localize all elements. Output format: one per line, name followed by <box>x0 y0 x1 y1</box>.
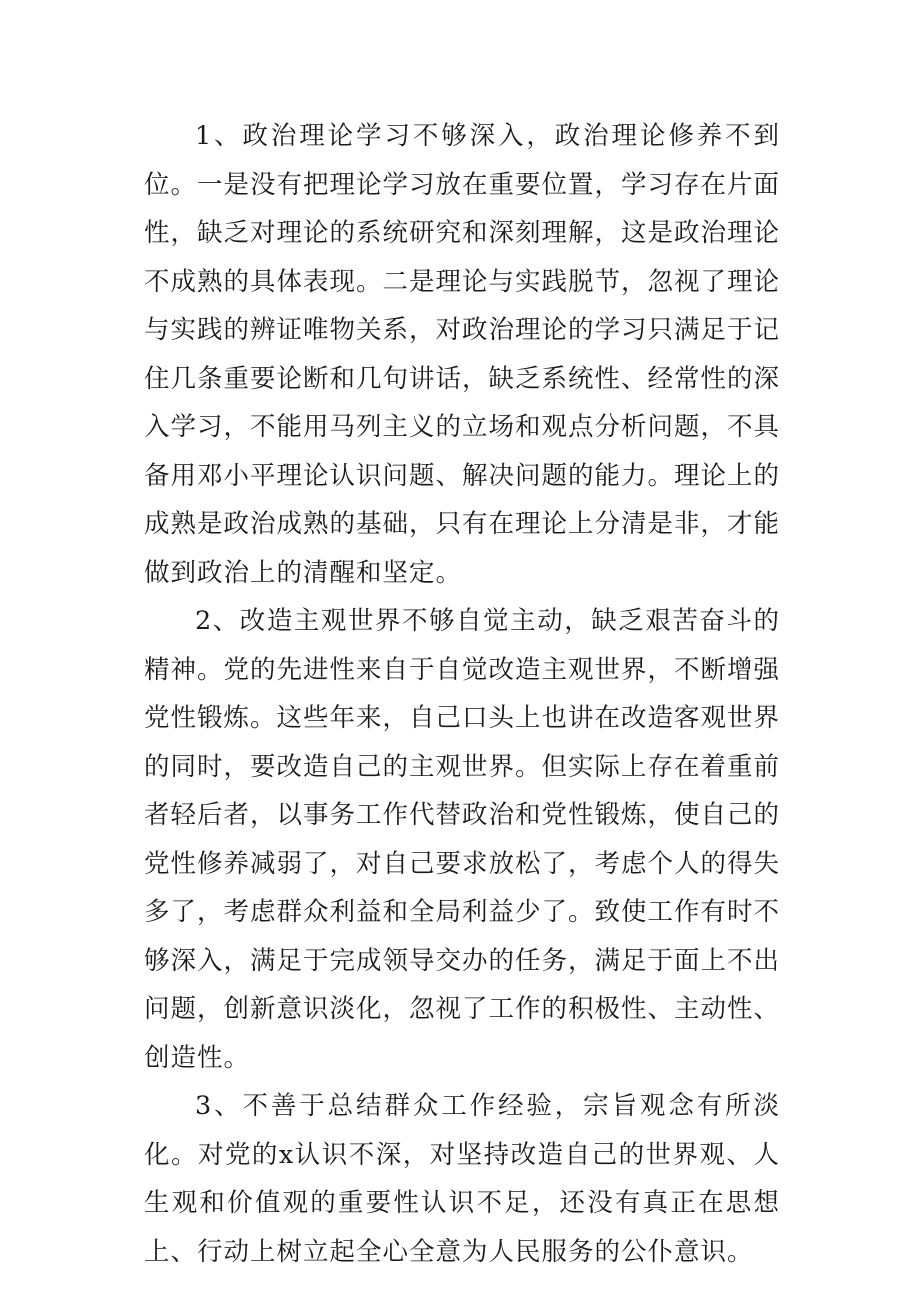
paragraph-1: 1、政治理论学习不够深入，政治理论修养不到位。一是没有把理论学习放在重要位置，学习存在片面性，缺乏对理论的系统研究和深刻理解，这是政治理论不成熟的具体表现。二是理论与实践脱节，忽视了理论与实践的辨证唯物关系，对政治理论的学习只满足于记住几条重要论断和几句讲话，缺乏系统性、经常性的深入学习，不能用马列主义的立场和观点分析问题，不具备用邓小平理论认识问题、解决问题的能力。理论上的成熟是政治成熟的基础，只有在理论上分清是非，才能做到政治上的清醒和坚定。 <box>144 121 781 588</box>
document-body <box>144 112 780 1276</box>
paragraph-3: 3、不善于总结群众工作经验，宗旨观念有所淡化。对党的x认识不深，对坚持改造自己的世界观、人生观和价值观的重要性认识不足，还没有真正在思想上、行动上树立起全心全意为人民服务的公仆意识。 <box>144 1091 780 1267</box>
paragraph-2: 2、改造主观世界不够自觉主动，缺乏艰苦奋斗的精神。党的先进性来自于自觉改造主观世界，不断增强党性锻炼。这些年来，自己口头上也讲在改造客观世界的同时，要改造自己的主观世界。但实际上存在着重前者轻后者，以事务工作代替政治和党性锻炼，使自己的党性修养减弱了，对自己要求放松了，考虑个人的得失多了，考虑群众利益和全局利益少了。致使工作有时不够深入，满足于完成领导交办的任务，满足于面上不出问题，创新意识淡化，忽视了工作的积极性、主动性、创造性。 <box>144 606 781 1073</box>
